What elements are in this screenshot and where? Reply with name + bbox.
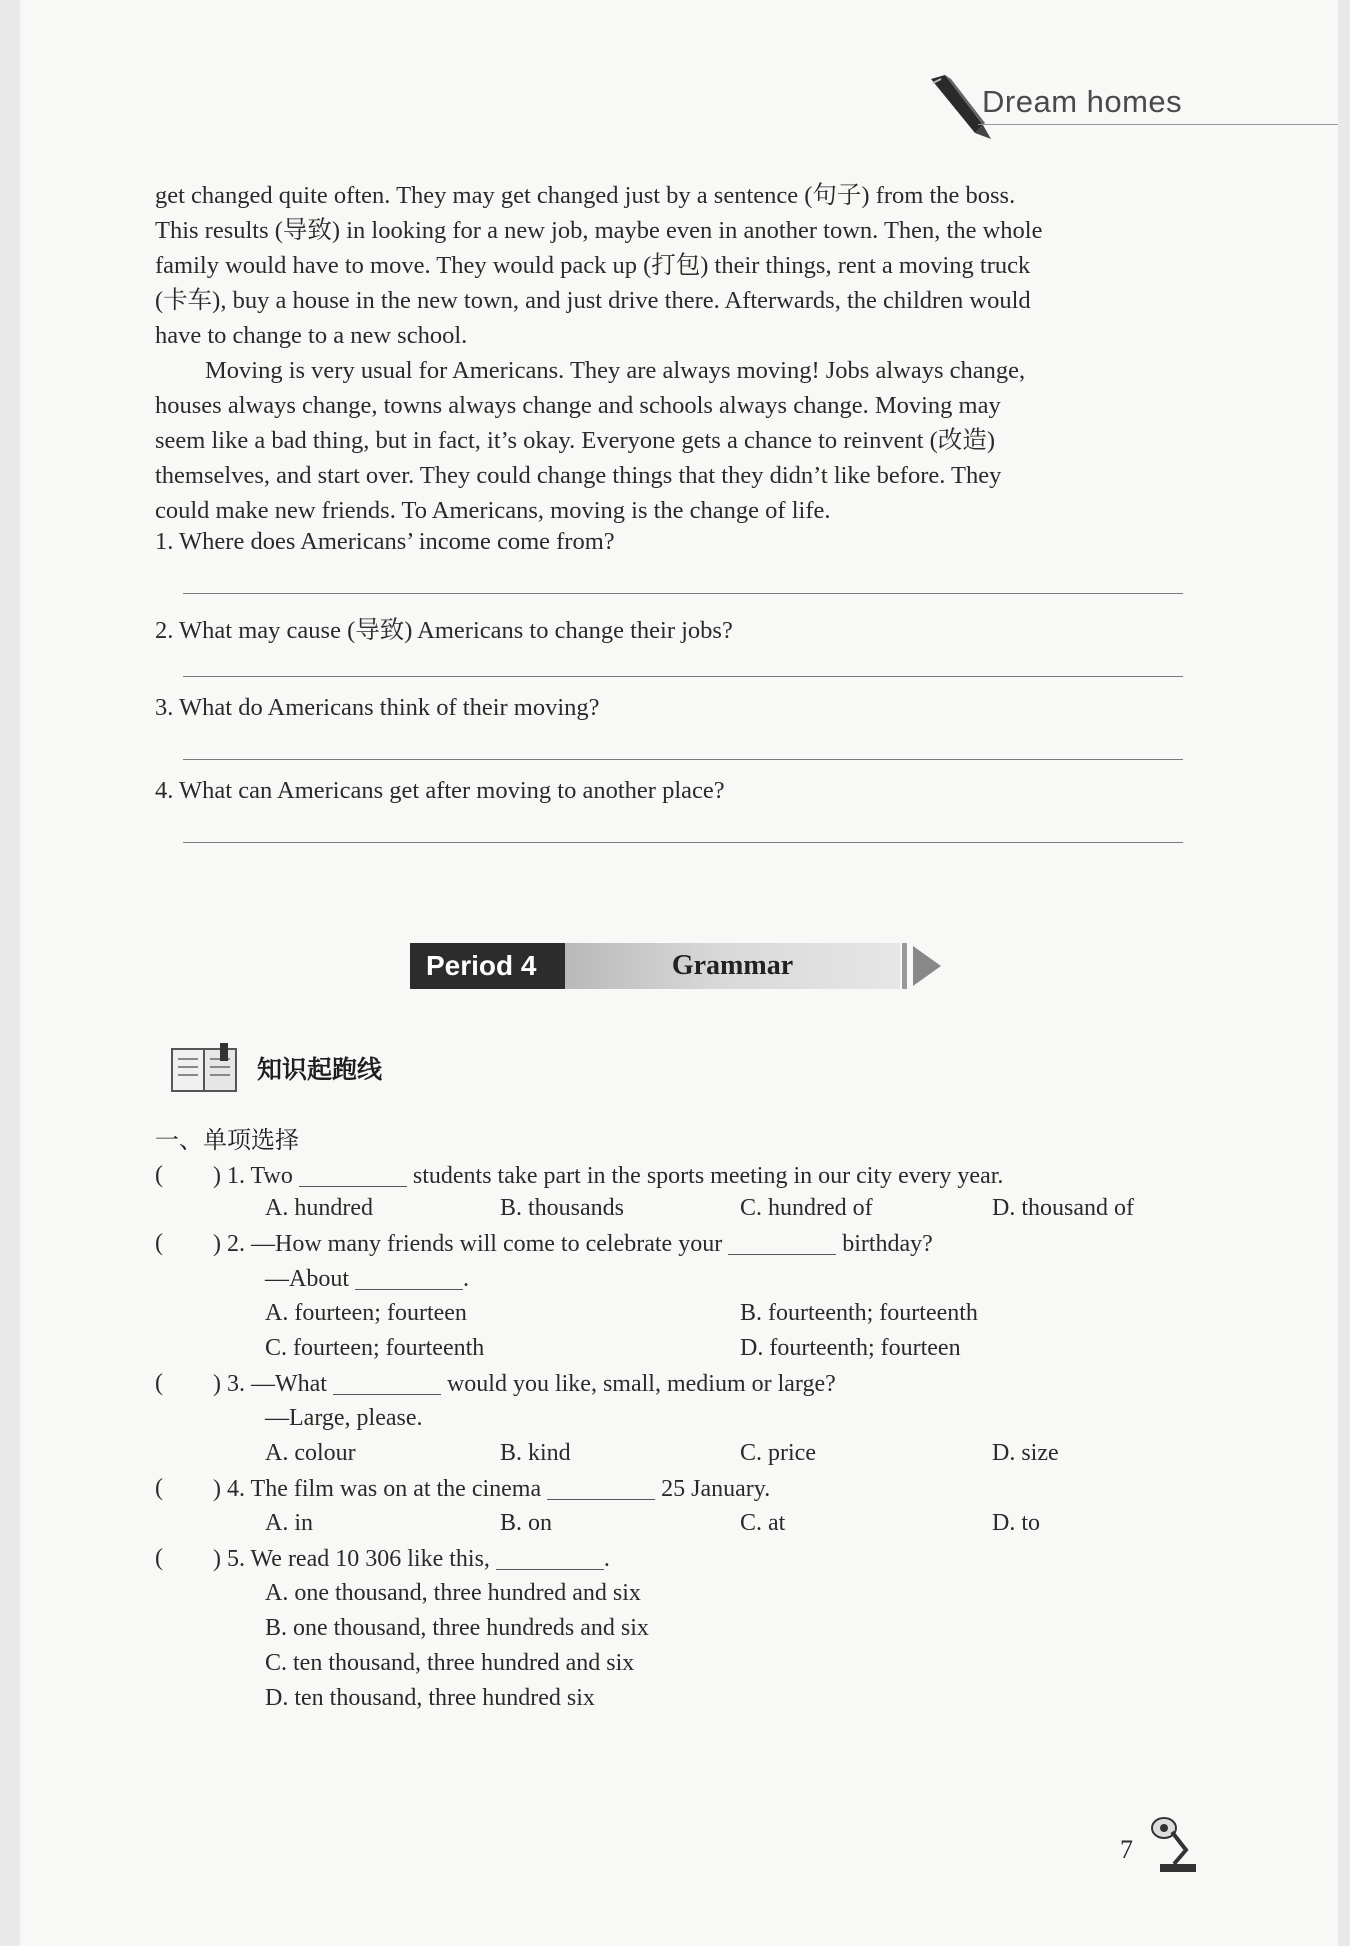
mc-question-1 (213, 1162, 1003, 1190)
option-b[interactable]: B. one thousand, three hundreds and six (265, 1615, 649, 1641)
option-b[interactable]: B. thousands (500, 1195, 625, 1221)
blank[interactable] (547, 1475, 655, 1500)
option-d[interactable]: D. to (992, 1510, 1040, 1536)
passage-line: houses always change, towns always change and schools always change. Moving may (155, 392, 1001, 419)
passage-line: seem like a bad thing, but in fact, it’s okay. Everyone gets a chance to reinvent (改造) (155, 427, 995, 454)
mc-question-5 (213, 1545, 610, 1573)
banner-divider (902, 943, 907, 989)
option-a[interactable]: A. fourteen; fourteen (265, 1300, 467, 1326)
question-2: 2. What may cause (导致) Americans to change their jobs? (155, 617, 733, 644)
section-title: 知识起跑线 (257, 1055, 383, 1084)
question-text: ) 4. The film was on at the cinema (213, 1476, 542, 1502)
option-c[interactable]: C. hundred of (740, 1195, 873, 1221)
page-number: 7 (1120, 1835, 1133, 1864)
option-c[interactable]: C. at (740, 1510, 786, 1536)
question-text: 25 January. (661, 1476, 771, 1502)
question-text: birthday? (842, 1231, 933, 1257)
mc-question-4 (213, 1475, 770, 1503)
mc-question-3 (213, 1370, 836, 1398)
question-3: 3. What do Americans think of their moving? (155, 694, 600, 721)
arrow-right-icon (913, 946, 941, 986)
period-title: Grammar (565, 943, 900, 989)
question-text: . (463, 1266, 469, 1292)
passage-line: get changed quite often. They may get changed just by a sentence (句子) from the boss. (155, 182, 1016, 209)
option-c[interactable]: C. fourteen; fourteenth (265, 1335, 485, 1361)
passage-line: could make new friends. To Americans, moving is the change of life. (155, 497, 831, 524)
passage-line: themselves, and start over. They could change things that they didn’t like before. They (155, 462, 1002, 489)
option-a[interactable]: A. one thousand, three hundred and six (265, 1580, 641, 1606)
blank[interactable] (728, 1230, 836, 1255)
answer-bracket[interactable]: ( (155, 1545, 163, 1571)
blank[interactable] (355, 1265, 463, 1290)
option-b[interactable]: B. on (500, 1510, 553, 1536)
mc-question-2 (213, 1230, 933, 1258)
answer-line-1[interactable] (183, 593, 1183, 594)
option-d[interactable]: D. fourteenth; fourteen (740, 1335, 961, 1361)
option-a[interactable]: A. colour (265, 1440, 356, 1466)
answer-bracket[interactable]: ( (155, 1370, 163, 1396)
answer-line-2[interactable] (183, 676, 1183, 677)
header-rule (978, 124, 1338, 125)
option-a[interactable]: A. in (265, 1510, 313, 1536)
answer-bracket[interactable]: ( (155, 1475, 163, 1501)
blank[interactable] (333, 1370, 441, 1395)
passage-line: have to change to a new school. (155, 322, 468, 349)
lamp-icon (1138, 1810, 1204, 1876)
passage-line: family would have to move. They would pack up (打包) their things, rent a moving truck (155, 252, 1031, 279)
period-banner (410, 943, 950, 993)
header-title: Dream homes (982, 84, 1183, 119)
mc-question-3-reply: —Large, please. (265, 1405, 423, 1431)
question-1: 1. Where does Americans’ income come from? (155, 528, 615, 555)
question-text: ) 5. We read 10 306 like this, (213, 1546, 490, 1572)
option-c[interactable]: C. price (740, 1440, 816, 1466)
question-text: ) 2. —How many friends will come to celebrate your (213, 1231, 723, 1257)
question-text: ) 3. —What (213, 1371, 327, 1397)
passage-line: This results (导致) in looking for a new job, maybe even in another town. Then, the whole (155, 217, 1043, 244)
blank[interactable] (299, 1162, 407, 1187)
option-d[interactable]: D. ten thousand, three hundred six (265, 1685, 595, 1711)
option-a[interactable]: A. hundred (265, 1195, 373, 1221)
question-4: 4. What can Americans get after moving to another place? (155, 777, 725, 804)
option-d[interactable]: D. thousand of (992, 1195, 1134, 1221)
passage-line: (卡车), buy a house in the new town, and just drive there. Afterwards, the children would (155, 287, 1031, 314)
question-text: . (603, 1546, 610, 1572)
question-text: ) 1. Two (213, 1163, 293, 1189)
question-text: students take part in the sports meeting in our city every year. (412, 1163, 1004, 1189)
answer-bracket[interactable]: ( (155, 1162, 163, 1188)
part-title: 一、单项选择 (155, 1126, 299, 1154)
option-b[interactable]: B. fourteenth; fourteenth (740, 1300, 978, 1326)
page (20, 0, 1338, 1946)
blank[interactable] (496, 1545, 604, 1570)
question-text: would you like, small, medium or large? (446, 1371, 836, 1397)
passage-line: Moving is very usual for Americans. They are always moving! Jobs always change, (205, 357, 1026, 384)
answer-line-4[interactable] (183, 842, 1183, 843)
answer-line-3[interactable] (183, 759, 1183, 760)
question-text: —About (265, 1266, 349, 1292)
period-label: Period 4 (410, 943, 565, 989)
answer-bracket[interactable]: ( (155, 1230, 163, 1256)
book-icon (170, 1043, 240, 1095)
option-b[interactable]: B. kind (500, 1440, 571, 1466)
reading-passage (155, 178, 1205, 528)
option-c[interactable]: C. ten thousand, three hundred and six (265, 1650, 635, 1676)
option-d[interactable]: D. size (992, 1440, 1059, 1466)
mc-question-2-reply (265, 1265, 469, 1293)
